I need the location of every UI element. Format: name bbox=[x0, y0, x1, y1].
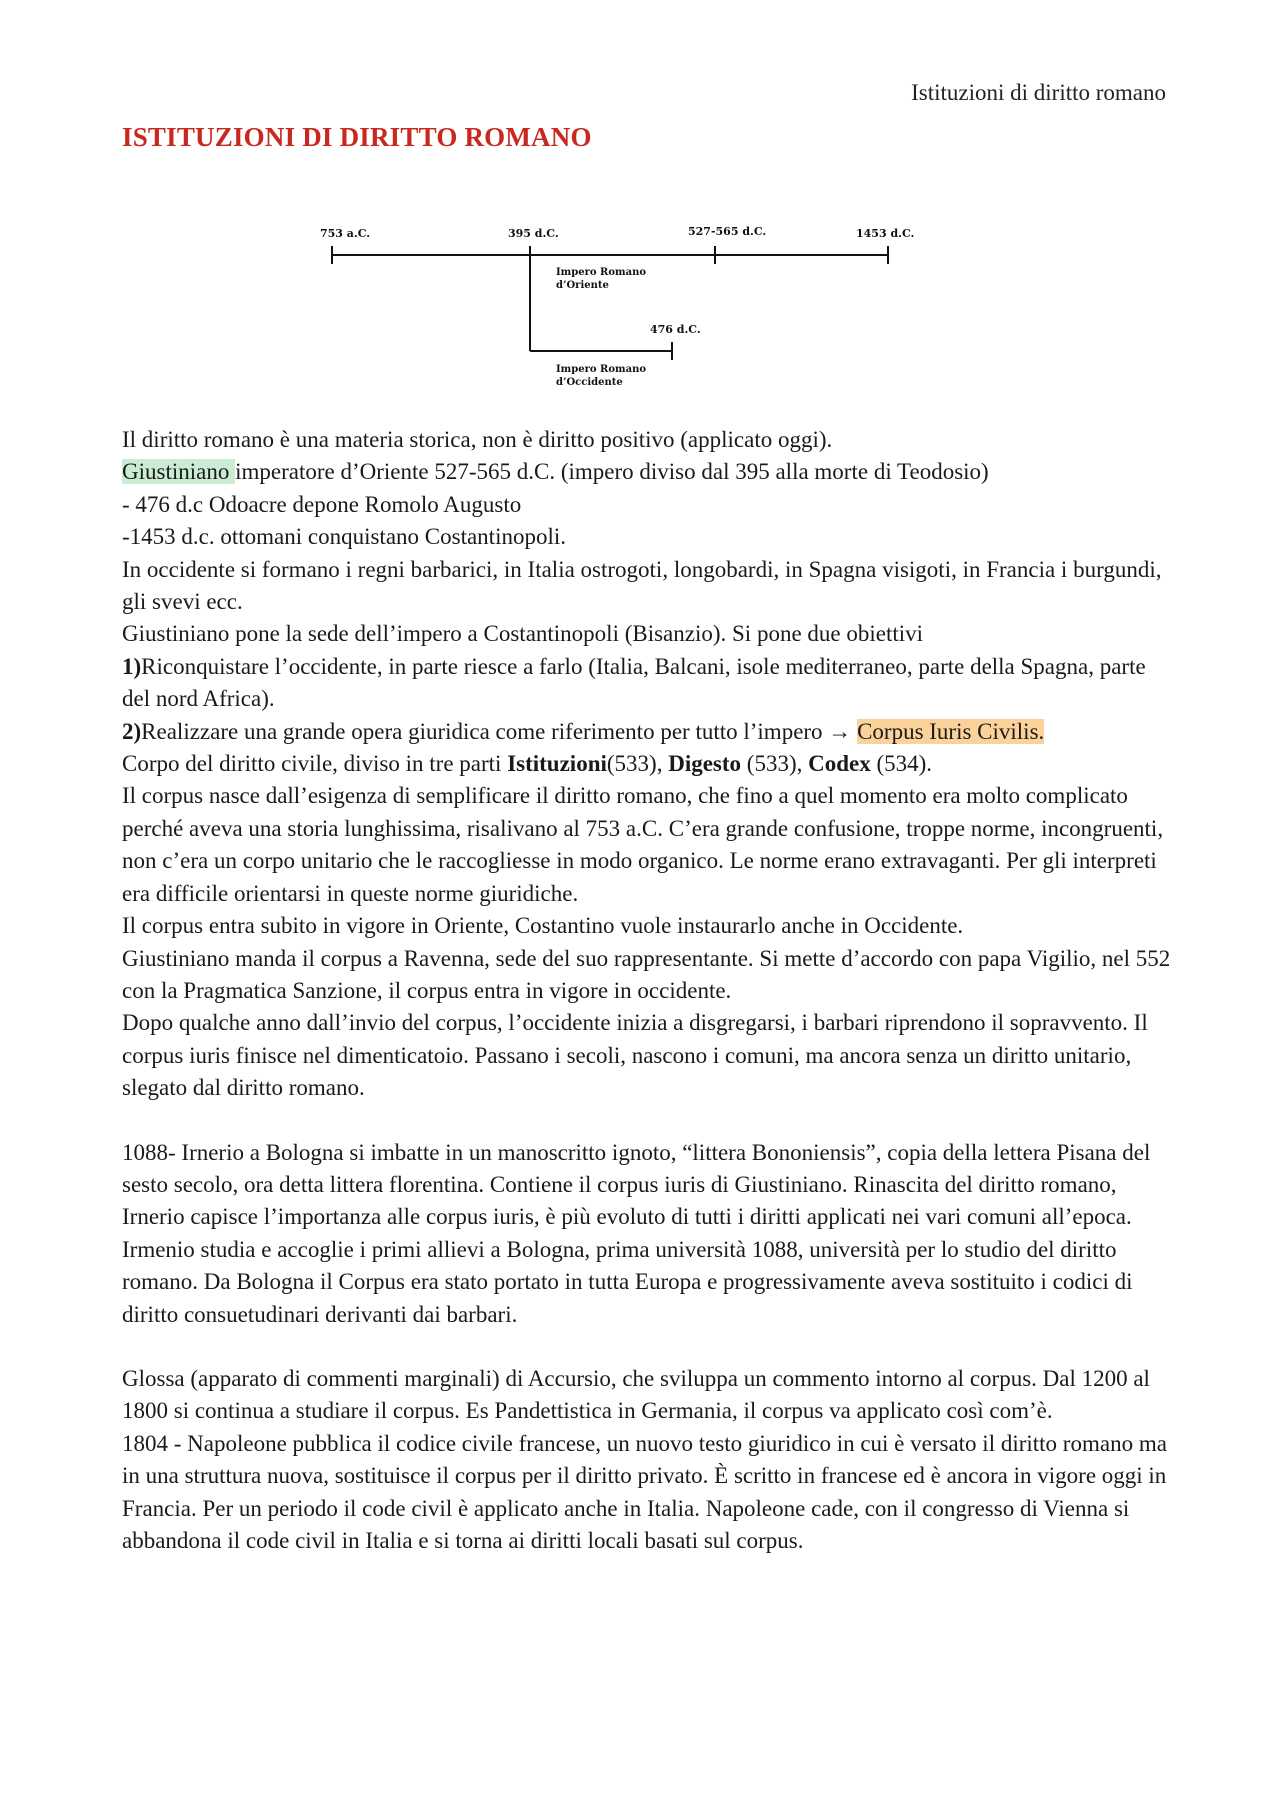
bold-digesto: Digesto bbox=[668, 751, 742, 777]
paragraph: 1088- Irnerio a Bologna si imbatte in un manoscritto ignoto, “littera Bononiensis”, copia della lettera Pisana del sesto secolo, ora detta littera florentina. Contiene il corpus iuris di Giustiniano. Rinascita del diritto romano, Irnerio capisce l’importanza alle corpus iuris, è più evoluto di tutti i diritti applicati nei vari comuni all’epoca. Irmenio studia e accoglie i primi allievi a Bologna, prima università 1088, università per lo studio del diritto romano. Da Bologna il Corpus era stato portato in tutta Europa e progressivamente aveva sostituito i codici di diritto consuetudinari derivanti dai barbari. bbox=[122, 1139, 1151, 1327]
paragraph: Il diritto romano è una materia storica, non è diritto positivo (applicato oggi). bbox=[122, 427, 833, 452]
bold-istituzioni: Istituzioni bbox=[507, 751, 607, 777]
date-1453: 1453 d.C. bbox=[856, 227, 915, 240]
paragraph: 2)Realizzare una grande opera giuridica come riferimento per tutto l’impero → Corpus Iuris Civilis. bbox=[122, 718, 1045, 744]
east-empire-label-line1: Impero Romano bbox=[556, 267, 647, 278]
timeline-diagram bbox=[300, 215, 940, 395]
paragraph: - 476 d.c Odoacre depone Romolo Augusto bbox=[122, 491, 522, 517]
paragraph: Giustiniano pone la sede dell’impero a Costantinopoli (Bisanzio). Si pone due obiettivi bbox=[122, 621, 924, 647]
document-body bbox=[122, 424, 1172, 1557]
list-number: 1) bbox=[122, 653, 142, 679]
paragraph: Il corpus entra subito in vigore in Oriente, Costantino vuole instaurarlo anche in Occidente. bbox=[122, 913, 964, 939]
running-header: Istituzioni di diritto romano bbox=[911, 80, 1166, 105]
paragraph: -1453 d.c. ottomani conquistano Costantinopoli. bbox=[122, 524, 566, 550]
date-395: 395 d.C. bbox=[508, 227, 559, 240]
west-empire-label-line2: d’Occidente bbox=[556, 377, 623, 388]
highlight-giustiniano: Giustiniano bbox=[122, 459, 236, 485]
date-753: 753 a.C. bbox=[320, 227, 371, 240]
list-number: 2) bbox=[122, 718, 142, 744]
paragraph: 1)Riconquistare l’occidente, in parte riesce a farlo (Italia, Balcani, isole mediterraneo, parte della Spagna, parte del nord Africa). bbox=[122, 653, 1146, 712]
paragraph: Dopo qualche anno dall’invio del corpus, l’occidente inizia a disgregarsi, i barbari riprendono il sopravvento. Il corpus iuris finisce nel dimenticatoio. Passano i secoli, nascono i comuni, ma ancora senza un diritto unitario, slegato dal diritto romano. bbox=[122, 1010, 1148, 1101]
date-527-565: 527-565 d.C. bbox=[688, 225, 767, 238]
paragraph: Glossa (apparato di commenti marginali) di Accursio, che sviluppa un commento intorno al corpus. Dal 1200 al 1800 si continua a studiare il corpus. Es Pandettistica in Germania, il corpus va applicato così com’è. bbox=[122, 1365, 1150, 1424]
west-empire-label-line1: Impero Romano bbox=[556, 364, 647, 375]
date-476: 476 d.C. bbox=[650, 323, 701, 336]
paragraph: Corpo del diritto civile, diviso in tre parti Istituzioni(533), Digesto (533), Codex (534). bbox=[122, 751, 933, 777]
paragraph: Giustiniano manda il corpus a Ravenna, sede del suo rappresentante. Si mette d’accordo con papa Vigilio, nel 552 con la Pragmatica Sanzione, il corpus entra in vigore in occidente. bbox=[122, 945, 1171, 1003]
bold-codex: Codex bbox=[808, 751, 871, 777]
paragraph: In occidente si formano i regni barbarici, in Italia ostrogoti, longobardi, in Spagna visigoti, in Francia i burgundi, gli svevi ecc. bbox=[122, 556, 1162, 615]
east-empire-label-line2: d’Oriente bbox=[556, 280, 609, 291]
paragraph: Giustiniano imperatore d’Oriente 527-565 d.C. (impero diviso dal 395 alla morte di Teodosio) bbox=[122, 459, 989, 485]
highlight-corpus-iuris: Corpus Iuris Civilis. bbox=[857, 718, 1045, 744]
paragraph: Il corpus nasce dall’esigenza di semplificare il diritto romano, che fino a quel momento era molto complicato perché aveva una storia lunghissima, risalivano al 753 a.C. C’era grande confusione, troppe norme, incongruenti, non c’era un corpo unitario che le raccogliesse in modo organico. Le norme erano extravaganti. Per gli interpreti era difficile orientarsi in queste norme giuridiche. bbox=[122, 783, 1164, 906]
page-title: ISTITUZIONI DI DIRITTO ROMANO bbox=[122, 122, 592, 152]
paragraph: 1804 - Napoleone pubblica il codice civile francese, un nuovo testo giuridico in cui è versato il diritto romano ma in una struttura nuova, sostituisce il corpus per il diritto privato. È scritto in francese ed è ancora in vigore oggi in Francia. Per un periodo il code civil è applicato anche in Italia. Napoleone cade, con il congresso di Vienna si abbandona il code civil in Italia e si torna ai diritti locali basati sul corpus. bbox=[122, 1430, 1167, 1553]
